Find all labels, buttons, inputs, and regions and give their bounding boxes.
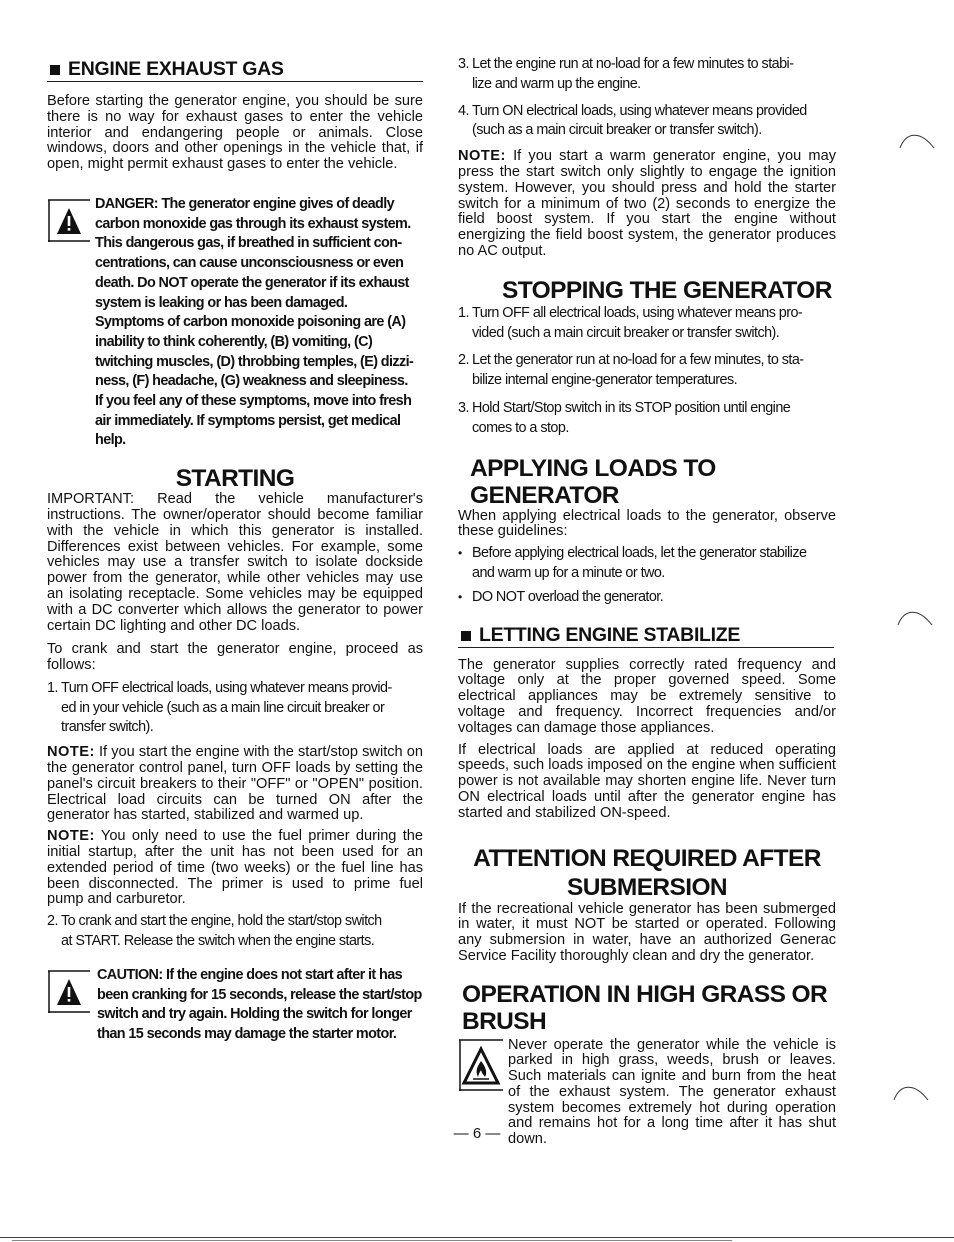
bottom-rule (0, 1237, 954, 1238)
left-column (47, 58, 423, 1045)
caution-triangle-icon (48, 970, 90, 1013)
caution-notice (47, 966, 423, 1045)
applying-bullet-2: • DO NOT overload the generator. (458, 588, 836, 608)
starting-step-4: 4. Turn ON electrical loads, using whatever means provided (such as a main circuit breaker or transfer switch). (458, 102, 807, 139)
high-grass-paragraph: Never operate the generator while the vehicle is parked in high grass, weeds, brush or leaves. Such materials can ignite and burn from the heat of the exhaust system. The generator exhaust system becomes extremely hot during operation and remains hot for a long time after it has shut down. (508, 1036, 836, 1147)
margin-mark-icon (896, 605, 936, 629)
applying-loads-heading: APPLYING LOADS TO GENERATOR (470, 454, 716, 509)
applying-bullet-1: • Before applying electrical loads, let the generator stabilize and warm up for a minute or two. (458, 544, 836, 584)
warm-start-note: NOTE: If you start a warm generator engine, you may press the start switch only slightly to engage the ignition system. However, you should press and hold the starter switch for a minimum of two (2) seconds to energize the field boost system. If you start the engine without energizing the field boost system, the generator produces no AC output. (458, 148, 836, 259)
page-number: — 6 — (453, 1125, 501, 1142)
fire-hazard-icon (459, 1039, 503, 1091)
crank-intro-paragraph: To crank and start the generator engine, proceed as follows: (47, 641, 423, 674)
stopping-step-2: 2. Let the generator run at no-load for a few minutes, to sta- bilize internal engine-generator temperatures. (458, 352, 804, 389)
square-bullet-icon (50, 65, 60, 75)
letting-paragraph-2: If electrical loads are applied at reduced operating speeds, such loads imposed on the engine when sufficient power is not available may shorten engine life. Never turn ON electrical loads until after the generator engine has started and stabilized ON-speed. (458, 741, 836, 821)
caution-text: CAUTION: If the engine does not start after it has been cranking for 15 seconds, release the start/stop switch and try again. Holding the switch for longer than 15 seconds may damage the starter motor. (97, 966, 422, 1042)
margin-mark-icon (892, 1080, 932, 1104)
submersion-paragraph: If the recreational vehicle generator has been submerged in water, it must NOT be started or operated. Following any submersion in water, have an authorized Generac Service Facility thoroughly clean and dry the generator. (458, 900, 836, 964)
letting-paragraph-1: The generator supplies correctly rated frequency and voltage only at the proper governed speed. Some electrical appliances may be extremely sensitive to voltage and frequency. Incorrect frequencies and/or voltages can damage those appliances. (458, 656, 836, 736)
warning-triangle-icon (48, 199, 90, 242)
high-grass-heading: OPERATION IN HIGH GRASS OR BRUSH (462, 980, 828, 1035)
submersion-heading: ATTENTION REQUIRED AFTER SUBMERSION (473, 844, 821, 901)
starting-step-3: 3. Let the engine run at no-load for a few minutes to stabi- lize and warm up the engine. (458, 56, 794, 92)
starting-note-1: NOTE: If you start the engine with the start/stop switch on the generator control panel, turn OFF loads by setting the panel's circuit breakers to their "OFF" or "OPEN" position. Electrical load circuits can be turned ON after the generator has started, stabilized and warmed up. (47, 744, 423, 824)
margin-mark-icon (898, 128, 938, 152)
stopping-step-1: 1. Turn OFF all electrical loads, using whatever means pro- vided (such a main circuit breaker or transfer switch). (458, 304, 803, 341)
right-column (458, 55, 836, 1148)
square-bullet-icon (461, 631, 471, 641)
starting-important-paragraph: IMPORTANT: Read the vehicle manufacturer's instructions. The owner/operator should become familiar with the vehicle in which this generator is installed. Differences exist between vehicles. For example, some vehicles may use a transfer switch to isolate dockside power from the generator, while other vehicles may use an isolating receptacle. Some vehicles may be equipped with a DC converter which allows the generator to power certain DC lighting and other DC loads. (47, 491, 423, 634)
letting-engine-stabilize-heading: LETTING ENGINE STABILIZE (458, 624, 834, 648)
starting-step-1: 1. Turn OFF electrical loads, using whatever means provid- ed in your vehicle (such as a main line circuit breaker or transfer switch). (47, 679, 392, 736)
bullet-dot-icon: • (458, 546, 462, 561)
starting-note-2: NOTE: You only need to use the fuel primer during the initial startup, after the unit has not been used for an extended period of time (two weeks) or the fuel line has been disconnected. The primer is used to prime fuel pump and carburetor. (47, 828, 423, 908)
danger-notice (47, 195, 423, 451)
engine-exhaust-heading: ENGINE EXHAUST GAS (47, 58, 423, 82)
danger-text: DANGER: The generator engine gives of deadly carbon monoxide gas through its exhaust system. This dangerous gas, if breathed in sufficient con- centrations, can cause unconsciousness or even death. Do NOT operate the generator if its exhaust system is leaking or has been damaged. Symptoms of carbon monoxide poisoning are (A) inability to think coherently, (B) vomiting, (C) twitching muscles, (D) throbbing temples, (E) dizzi- ness, (F) headache, (G) weakness and sleepiness. If you feel any of these symptoms, move into fresh air immediately. If symptoms persist, get medical help. (95, 195, 414, 449)
bottom-rule-secondary (12, 1240, 732, 1241)
starting-heading: STARTING (175, 465, 295, 493)
engine-exhaust-paragraph: Before starting the generator engine, you should be sure there is no way for exhaust gases to enter the vehicle interior and endangering people or animals. Close windows, doors and other openings in the vehicle that, if open, might permit exhaust gases to enter the vehicle. (47, 93, 423, 173)
starting-step-2: 2. To crank and start the engine, hold the start/stop switch at START. Release the switch when the engine starts. (47, 913, 382, 950)
stopping-step-3: 3. Hold Start/Stop switch in its STOP position until engine comes to a stop. (458, 399, 791, 436)
stopping-heading: STOPPING THE GENERATOR (502, 276, 832, 304)
bullet-dot-icon: • (458, 589, 462, 604)
applying-loads-intro: When applying electrical loads to the generator, observe these guidelines: (458, 507, 836, 540)
